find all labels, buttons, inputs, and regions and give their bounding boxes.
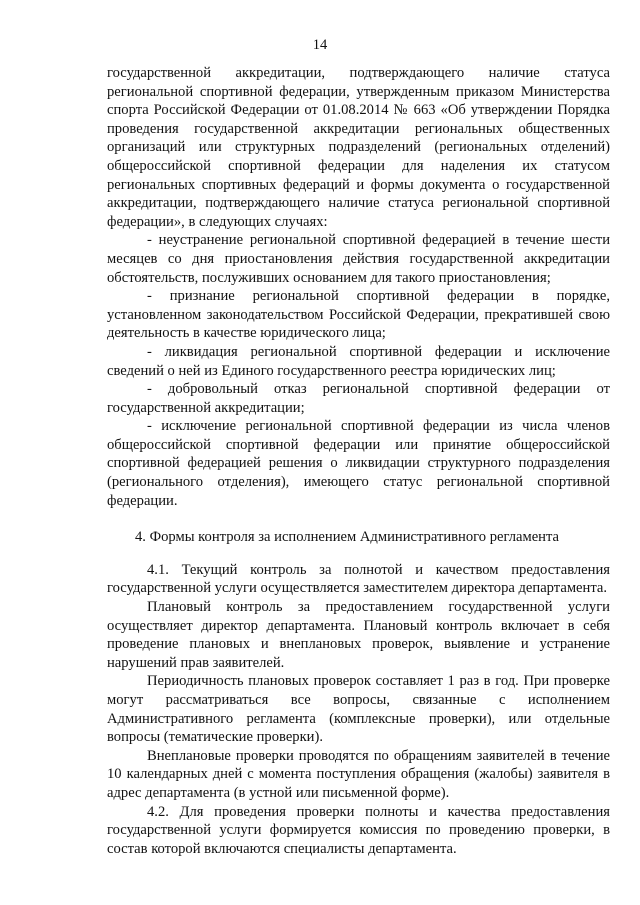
section4-paragraph-4: Внеплановые проверки проводятся по обращениям заявителей в течение 10 календарных дней с момента поступления обращения (жалобы) заявителя в адрес департамента (в устной или письменной форме).	[107, 747, 610, 801]
list-item-3: - ликвидация региональной спортивной федерации и исключение сведений о ней из Единого государственного реестра юридических лиц;	[107, 343, 610, 379]
section4-paragraph-1: 4.1. Текущий контроль за полнотой и качеством предоставления государственной услуги осуществляется заместителем директора департамента.	[107, 561, 610, 597]
section3-intro-paragraph: государственной аккредитации, подтверждающего наличие статуса региональной спортивной федерации, утвержденным приказом Министерства спорта Российской Федерации от 01.08.2014 № 663 «Об утверждении Порядка проведения государственной аккредитации региональных общественных организаций или структурных подразделений (региональных отделений) общероссийской спортивной федерации для наделения их статусом региональных спортивных федераций и формы документа о государственной аккредитации, подтверждающего наличие статуса региональной спортивной федерации», в следующих случаях:	[107, 65, 610, 230]
list-item-2: - признание региональной спортивной федерации в порядке, установленном законодательством Российской Федерации, прекратившей свою деятельность в качестве юридического лица;	[107, 288, 610, 342]
document-body	[107, 64, 610, 858]
list-item-1: - неустранение региональной спортивной федерацией в течение шести месяцев со дня приостановления действия государственной аккредитации обстоятельств, послуживших основанием для такого приостановления;	[107, 232, 610, 286]
section4-paragraph-5: 4.2. Для проведения проверки полноты и качества предоставления государственной услуги формируется комиссия по проведению проверки, в состав которой включаются специалисты департамента.	[107, 803, 610, 857]
section4-heading: 4. Формы контроля за исполнением Административного регламента	[135, 529, 560, 546]
section4-paragraph-3: Периодичность плановых проверок составляет 1 раз в год. При проверке могут рассматриваться все вопросы, связанные с исполнением Административного регламента (комплексные проверки), или отдельные вопросы (тематические проверки).	[107, 673, 610, 746]
list-item-4: - добровольный отказ региональной спортивной федерации от государственной аккредитации;	[107, 381, 610, 416]
section4-paragraph-2: Плановый контроль за предоставлением государственной услуги осуществляет директор департамента. Плановый контроль включает в себя проведение плановых и внеплановых проверок, выявление и устранение нарушений прав заявителей.	[107, 599, 610, 671]
list-item-5: - исключение региональной спортивной федерации из числа членов общероссийской спортивной федерации или принятие общероссийской спортивной федерацией решения о ликвидации структурного подразделения (регионального отделения), имеющего статус региональной спортивной федерации.	[107, 418, 610, 509]
page-number: 14	[312, 37, 328, 53]
